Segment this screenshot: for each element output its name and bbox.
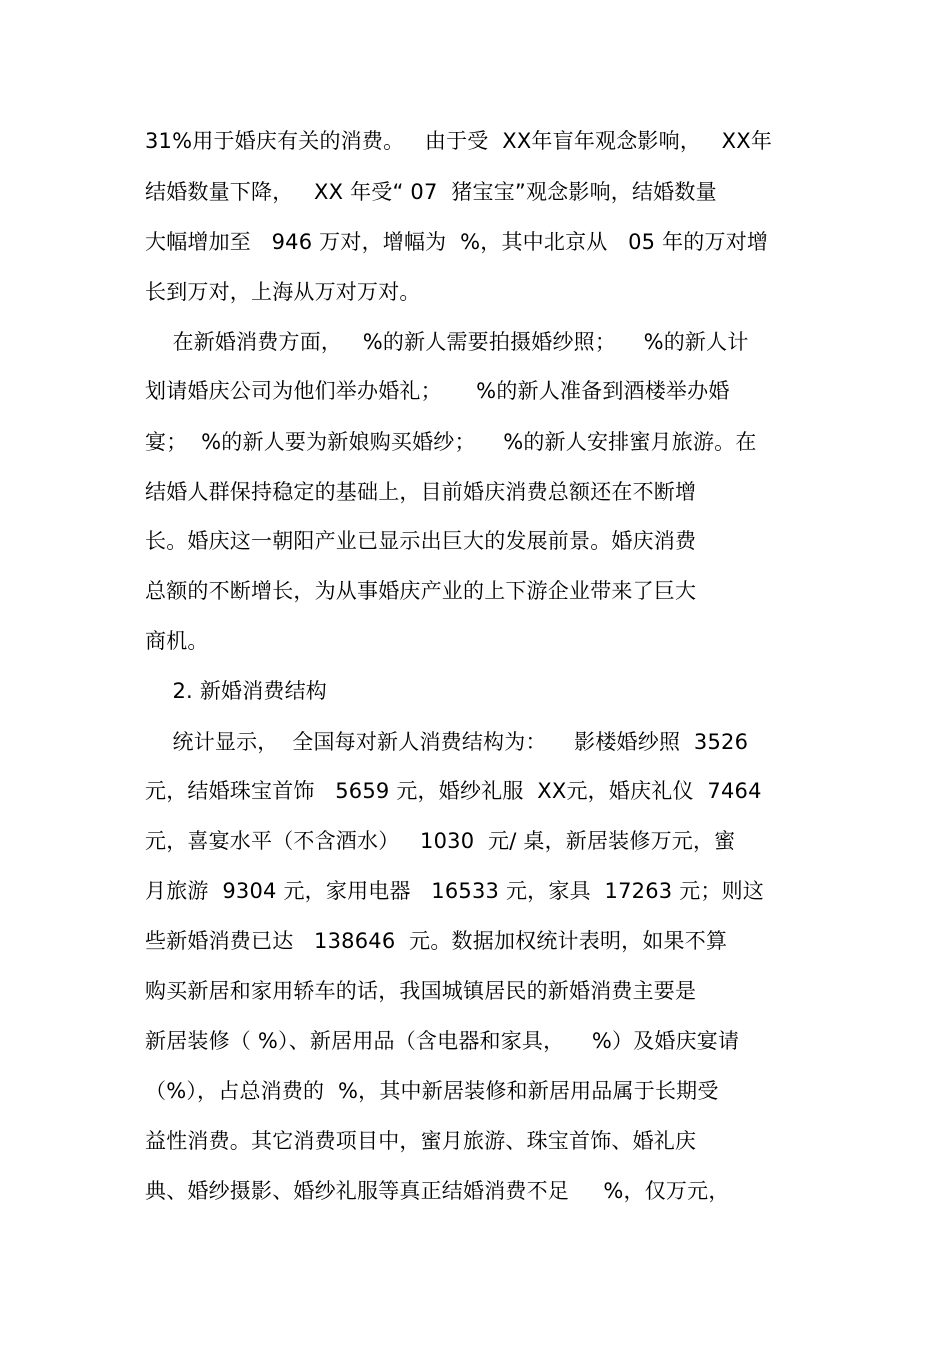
text-line: 总额的不断增长，为从事婚庆产业的上下游企业带来了巨大 [145, 579, 697, 603]
text-line: 些新婚消费已达 138646 元。数据加权统计表明，如果不算 [145, 929, 728, 953]
text-line: 元，结婚珠宝首饰 5659 元，婚纱礼服 XX元，婚庆礼仪 7464 [145, 779, 762, 803]
text-line: 结婚数量下降， XX 年受“ 07 猪宝宝”观念影响，结婚数量 [145, 180, 717, 204]
text-line: 宴； %的新人要为新娘购买婚纱； %的新人安排蜜月旅游。在 [145, 430, 757, 454]
text-line: 商机。 [145, 629, 209, 653]
text-line: 典、婚纱摄影、婚纱礼服等真正结婚消费不足 %，仅万元， [145, 1179, 730, 1203]
text-line: 大幅增加至 946 万对，增幅为 %，其中北京从 05 年的万对增 [145, 230, 769, 254]
text-line: 31%用于婚庆有关的消费。 由于受 XX年盲年观念影响， XX年 [145, 129, 773, 153]
text-line: 元，喜宴水平（不含酒水） 1030 元/ 桌，新居装修万元，蜜 [145, 829, 736, 853]
text-line: 月旅游 9304 元，家用电器 16533 元，家具 17263 元；则这 [145, 879, 765, 903]
text-line: 划请婚庆公司为他们举办婚礼； %的新人准备到酒楼举办婚 [145, 379, 730, 403]
text-line: （%），占总消费的 %，其中新居装修和新居用品属于长期受 [145, 1079, 719, 1103]
text-line: 结婚人群保持稳定的基础上，目前婚庆消费总额还在不断增 [145, 480, 697, 504]
text-line: 新居装修（ %）、新居用品（含电器和家具， %）及婚庆宴请 [145, 1029, 740, 1053]
text-line: 统计显示， 全国每对新人消费结构为： 影楼婚纱照 3526 [145, 730, 749, 754]
text-line: 在新婚消费方面， %的新人需要拍摄婚纱照； %的新人计 [145, 330, 749, 354]
text-line: 益性消费。其它消费项目中，蜜月旅游、珠宝首饰、婚礼庆 [145, 1129, 697, 1153]
text-line: 购买新居和家用轿车的话，我国城镇居民的新婚消费主要是 [145, 979, 697, 1003]
section-heading: 2. 新婚消费结构 [145, 679, 328, 703]
text-line: 长到万对，上海从万对万对。 [145, 280, 421, 304]
text-line: 长。婚庆这一朝阳产业已显示出巨大的发展前景。婚庆消费 [145, 529, 697, 553]
